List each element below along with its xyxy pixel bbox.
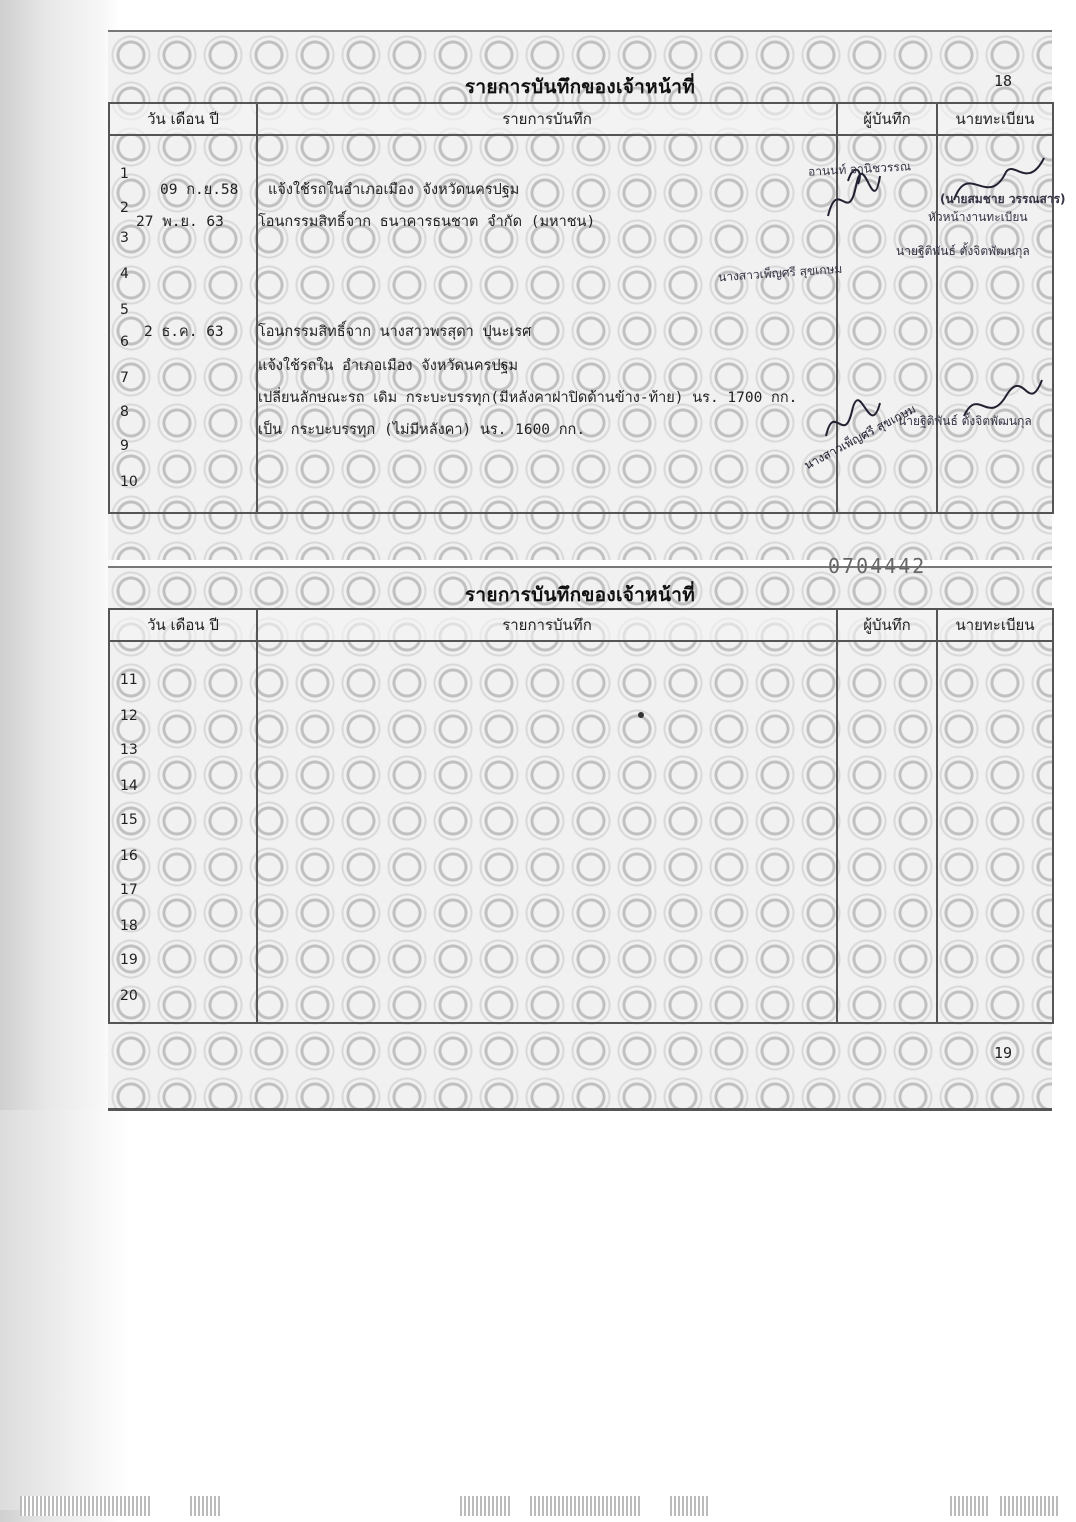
entry-date: 09 ก.ย.58 — [160, 182, 239, 198]
scan-noise — [20, 1496, 150, 1516]
row-number: 1 — [120, 166, 129, 182]
header-date: วัน เดือน ปี — [109, 103, 257, 135]
header-registrar: นายทะเบียน — [937, 609, 1053, 641]
row-number: 6 — [120, 334, 129, 350]
scan-noise — [670, 1496, 710, 1516]
scan-noise — [1000, 1496, 1060, 1516]
row-number: 2 — [120, 200, 129, 216]
row-number: 18 — [120, 918, 138, 934]
ink-speck — [638, 712, 644, 718]
upper-record-sheet — [108, 30, 1066, 560]
entry-text: แจ้งใช้รถใน อำเภอเมือง จังหวัดนครปฐม — [258, 358, 519, 374]
scan-noise — [530, 1496, 640, 1516]
sheet-serial-number: 0704442 — [828, 554, 927, 578]
scan-edge-shadow-lower — [0, 1110, 130, 1510]
header-entry: รายการบันทึก — [257, 609, 837, 641]
row-number: 9 — [120, 438, 129, 454]
registrar-column — [896, 135, 1066, 513]
row-number: 12 — [120, 708, 138, 724]
row-number: 14 — [120, 778, 138, 794]
row-number: 20 — [120, 988, 138, 1004]
row-number: 4 — [120, 266, 129, 282]
lower-sheet-title: รายการบันทึกของเจ้าหน้าที่ — [464, 584, 696, 606]
entry-text: แจ้งใช้รถในอำเภอเมือง จังหวัดนครปฐม — [268, 182, 520, 198]
scan-noise — [460, 1496, 510, 1516]
row-number: 11 — [120, 672, 138, 688]
upper-page-number: 18 — [994, 72, 1013, 90]
row-number: 15 — [120, 812, 138, 828]
entry-text: เปลี่ยนลักษณะรถ เดิม กระบะบรรทุก(มีหลังคาฝาปิดด้านข้าง-ท้าย) นร. 1700 กก. — [258, 390, 798, 406]
recorder-column — [801, 135, 937, 513]
registrar-column — [937, 641, 1053, 1023]
entry-text: โอนกรรมสิทธิ์จาก นางสาวพรสุดา ปุนะเรศ — [258, 324, 532, 340]
header-entry: รายการบันทึก — [257, 103, 837, 135]
lower-header-row — [109, 609, 1053, 641]
entry-date: 27 พ.ย. 63 — [136, 214, 224, 230]
row-number: 10 — [120, 474, 138, 490]
lower-page-number: 19 — [994, 1044, 1013, 1062]
upper-record-table — [108, 102, 1066, 514]
registrar-name-stamp: นายฐิติพันธ์ ตั้งจิตพัฒนกุล — [896, 244, 1030, 258]
scan-noise — [190, 1496, 220, 1516]
row-number: 3 — [120, 230, 129, 246]
upper-sheet-title: รายการบันทึกของเจ้าหน้าที่ — [464, 76, 696, 98]
entry-date: 2 ธ.ค. 63 — [144, 324, 224, 340]
header-recorder: ผู้บันทึก — [837, 609, 937, 641]
row-number: 19 — [120, 952, 138, 968]
row-number: 7 — [120, 370, 129, 386]
row-number: 16 — [120, 848, 138, 864]
lower-record-table — [108, 608, 1054, 1024]
date-column — [109, 135, 257, 513]
entry-text: เป็น กระบะบรรทุก (ไม่มีหลังคา) นร. 1600 กก. — [258, 422, 586, 438]
recorder-name-stamp-2: นางสาวเพ็ญศรี สุขเกษม — [801, 401, 919, 473]
row-number: 8 — [120, 404, 129, 420]
entry-text: โอนกรรมสิทธิ์จาก ธนาคารธนชาต จำกัด (มหาชน) — [258, 214, 596, 230]
entry-column — [257, 641, 837, 1023]
recorder-column — [837, 641, 937, 1023]
registrar-name-stamp-2: นายฐิติพันธ์ ตั้งจิตพัฒนกุล — [898, 414, 1032, 428]
officer-stamp-line3: หัวหน้างานทะเบียน — [928, 210, 1028, 224]
scan-noise — [950, 1496, 990, 1516]
upper-header-row — [109, 103, 1053, 135]
officer-stamp-line1: อานนท์ จานิชวรรณ — [807, 159, 912, 179]
header-date: วัน เดือน ปี — [109, 609, 257, 641]
row-number: 5 — [120, 302, 129, 318]
row-number: 17 — [120, 882, 138, 898]
officer-stamp-line2: (นายสมชาย วรรณสาร) — [940, 192, 1066, 206]
recorder-name-stamp: นางสาวเพ็ญศรี สุขเกษม — [717, 261, 843, 285]
header-registrar: นายทะเบียน — [937, 103, 1053, 135]
header-recorder: ผู้บันทึก — [837, 103, 937, 135]
lower-body-row — [109, 641, 1053, 1023]
lower-record-sheet — [108, 554, 1052, 1111]
upper-body-row — [109, 135, 1053, 513]
date-column — [109, 641, 257, 1023]
row-number: 13 — [120, 742, 138, 758]
entry-column — [257, 135, 843, 513]
